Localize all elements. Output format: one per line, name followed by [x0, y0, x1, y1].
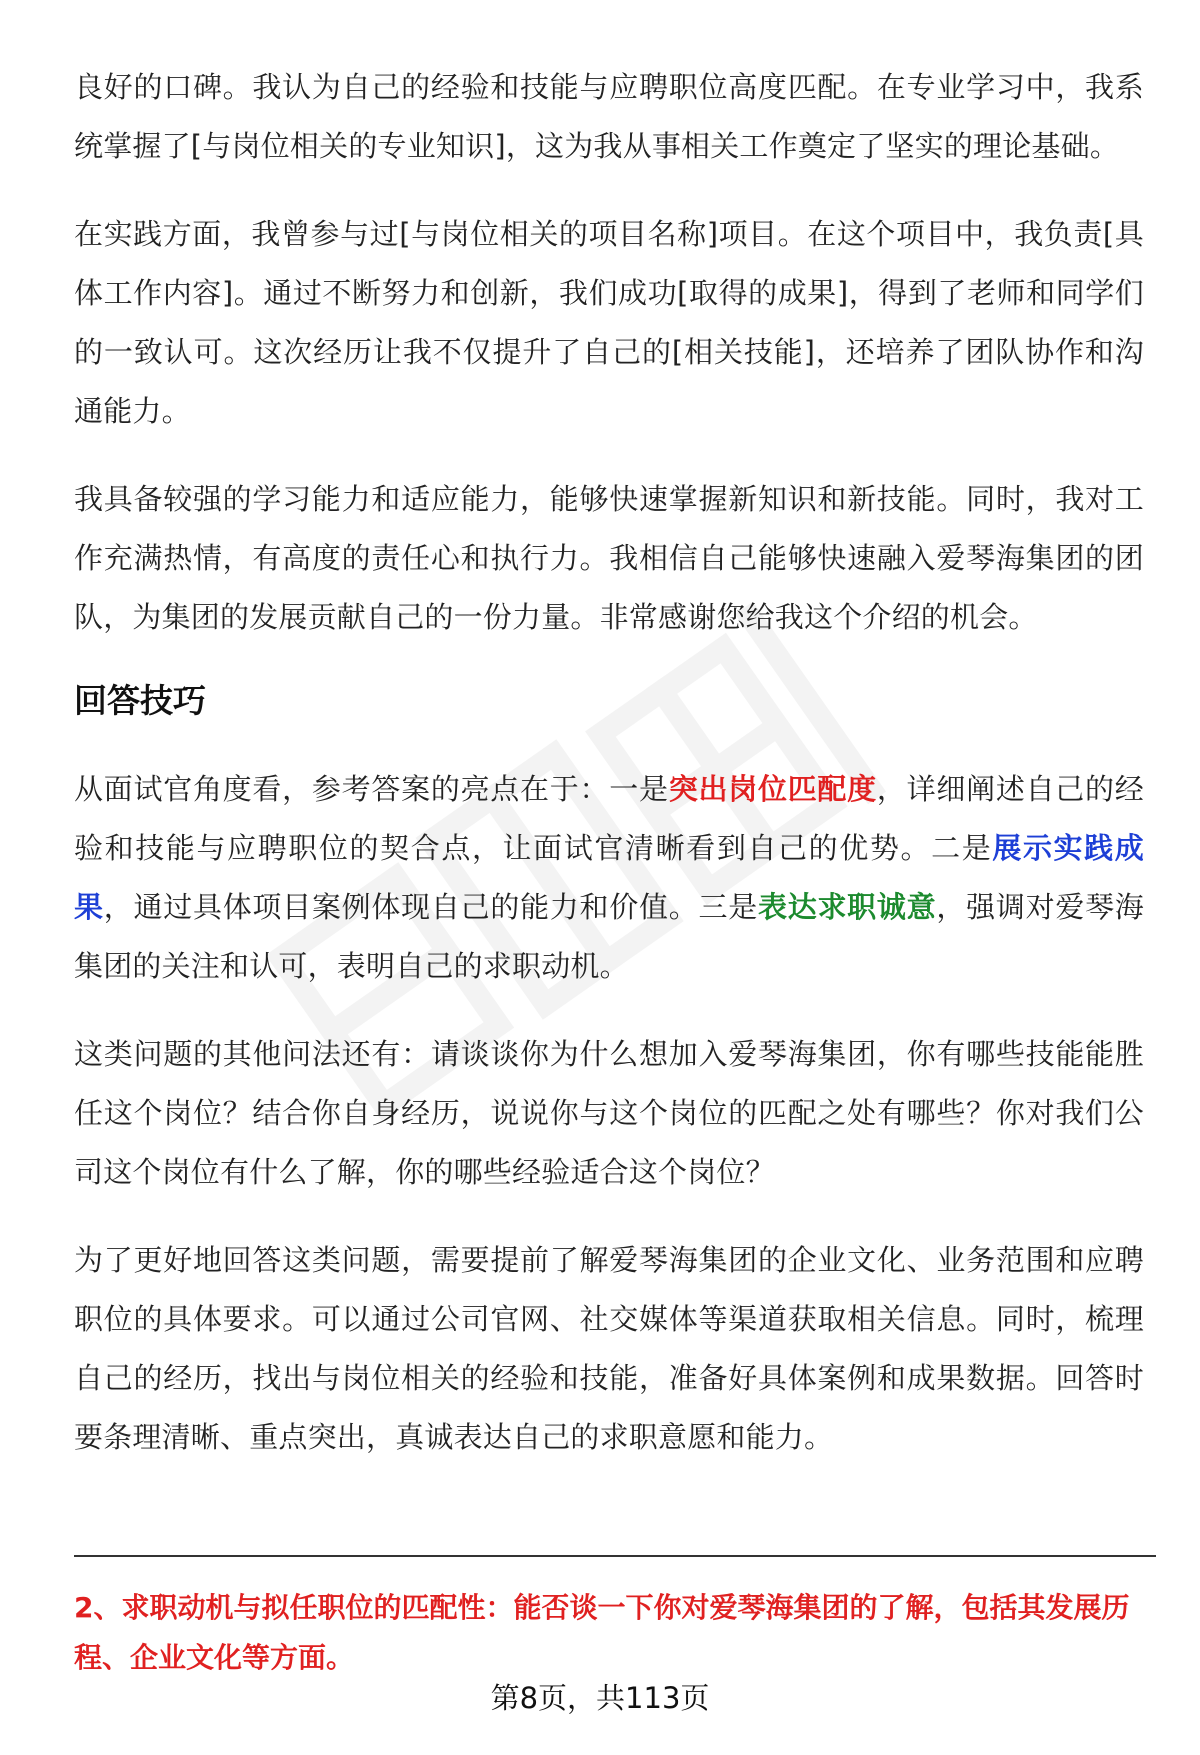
tips-text: 从面试官角度看，参考答案的亮点在于：一是: [74, 772, 669, 806]
highlight-red: 突出岗位匹配度: [668, 772, 877, 806]
body-paragraph: 为了更好地回答这类问题，需要提前了解爱琴海集团的企业文化、业务范围和应聘职位的具体要求。可以通过公司官网、社交媒体等渠道获取相关信息。同时，梳理自己的经历，找出与岗位相关的经验和技能，准备好具体案例和成果数据。回答时要条理清晰、重点突出，真诚表达自己的求职意愿和能力。: [74, 1243, 1144, 1454]
next-question-heading: 2、求职动机与拟任职位的匹配性：能否谈一下你对爱琴海集团的了解，包括其发展历程、企业文化等方面。: [74, 1591, 1130, 1674]
document-body: [74, 58, 1144, 1496]
highlight-blue: 展示实践成果: [74, 831, 1144, 924]
tips-text: ，详细阐述自己的经验和技能与应聘职位的契合点，让面试官清晰看到自己的优势。二是: [74, 772, 1144, 865]
body-paragraph: 我具备较强的学习能力和适应能力，能够快速掌握新知识和新技能。同时，我对工作充满热情，有高度的责任心和执行力。我相信自己能够快速融入爱琴海集团的团队，为集团的发展贡献自己的一份力量。非常感谢您给我这个介绍的机会。: [74, 482, 1144, 634]
tips-text: ，强调对爱琴海集团的关注和认可，表明自己的求职动机。: [74, 890, 1145, 983]
tips-text: ，通过具体项目案例体现自己的能力和价值。三是: [103, 890, 758, 924]
tips-paragraph: [74, 760, 1144, 996]
page-number: 第8页，共113页: [490, 1681, 710, 1715]
body-paragraph: 在实践方面，我曾参与过[与岗位相关的项目名称]项目。在这个项目中，我负责[具体工作内容]。通过不断努力和创新，我们成功[取得的成果]，得到了老师和同学们的一致认可。这次经历让我不仅提升了自己的[相关技能]，还培养了团队协作和沟通能力。: [74, 217, 1144, 428]
highlight-green: 表达求职诚意: [757, 890, 937, 924]
body-paragraph: 良好的口碑。我认为自己的经验和技能与应聘职位高度匹配。在专业学习中，我系统掌握了[与岗位相关的专业知识]，这为我从事相关工作奠定了坚实的理论基础。: [74, 70, 1144, 163]
section-title: 回答技巧: [74, 681, 206, 720]
divider: [74, 1555, 1156, 1557]
body-paragraph: 这类问题的其他问法还有：请谈谈你为什么想加入爱琴海集团，你有哪些技能能胜任这个岗位？结合你自身经历，说说你与这个岗位的匹配之处有哪些？你对我们公司这个岗位有什么了解，你的哪些经验适合这个岗位？: [74, 1037, 1144, 1189]
